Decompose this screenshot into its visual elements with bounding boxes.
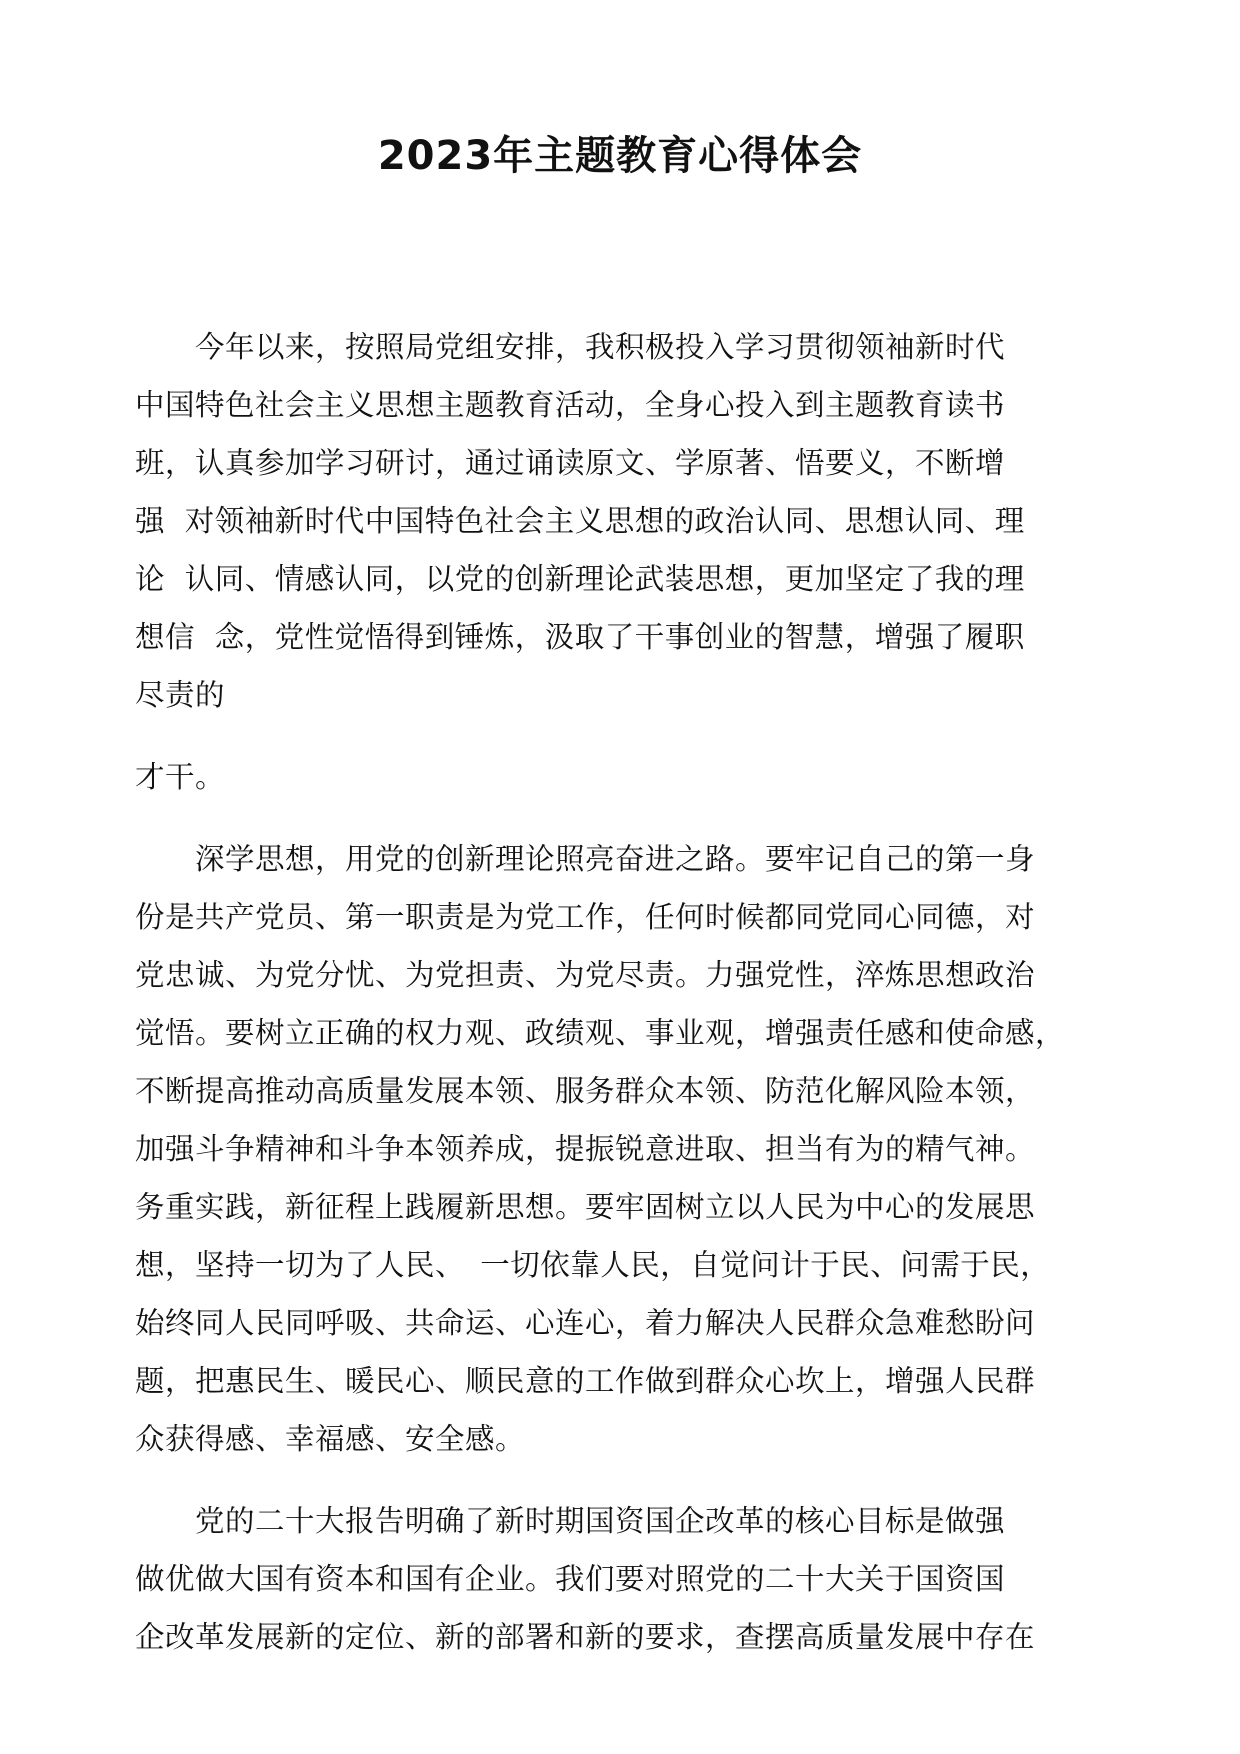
paragraph-1 <box>135 318 1120 724</box>
text-line: 论 认同、情感认同，以党的创新理论武装思想，更加坚定了我的理 <box>135 562 1025 596</box>
text-line: 中国特色社会主义思想主题教育活动，全身心投入到主题教育读书 <box>135 388 1006 422</box>
paragraph-4 <box>135 1492 1120 1666</box>
text-line: 班，认真参加学习研讨，通过诵读原文、学原著、悟要义，不断增 <box>135 446 1006 480</box>
text-line: 党的二十大报告明确了新时期国资国企改革的核心目标是做强 <box>135 1504 1006 1538</box>
text-line: 才干。 <box>135 760 226 794</box>
paragraph-3 <box>135 830 1120 1468</box>
document-body <box>135 318 1120 1666</box>
text-line: 想信 念，党性觉悟得到锤炼，汲取了干事创业的智慧，增强了履职 <box>135 620 1025 654</box>
text-line: 不断提高推动高质量发展本领、服务群众本领、防范化解风险本领， <box>135 1074 1036 1108</box>
text-line: 强 对领袖新时代中国特色社会主义思想的政治认同、思想认同、理 <box>135 504 1025 538</box>
text-line: 今年以来，按照局党组安排，我积极投入学习贯彻领袖新时代 <box>135 330 1006 364</box>
text-line: 始终同人民同呼吸、共命运、心连心，着力解决人民群众急难愁盼问 <box>135 1306 1036 1340</box>
text-line: 份是共产党员、第一职责是为党工作，任何时候都同党同心同德，对 <box>135 900 1036 934</box>
paragraph-gap <box>135 724 1120 748</box>
text-line: 务重实践，新征程上践履新思想。要牢固树立以人民为中心的发展思 <box>135 1190 1036 1224</box>
text-line: 众获得感、幸福感、安全感。 <box>135 1422 526 1456</box>
text-line: 题，把惠民生、暖民心、顺民意的工作做到群众心坎上，增强人民群 <box>135 1364 1036 1398</box>
text-line: 加强斗争精神和斗争本领养成，提振锐意进取、担当有为的精气神。 <box>135 1132 1036 1166</box>
text-line: 尽责的 <box>135 678 226 712</box>
text-line: 觉悟。要树立正确的权力观、政绩观、事业观，增强责任感和使命感， <box>135 1016 1066 1050</box>
text-line: 做优做大国有资本和国有企业。我们要对照党的二十大关于国资国 <box>135 1562 1006 1596</box>
page-title: 2023年主题教育心得体会 <box>377 133 863 179</box>
text-line: 企改革发展新的定位、新的部署和新的要求，查摆高质量发展中存在 <box>135 1620 1036 1654</box>
paragraph-gap <box>135 806 1120 830</box>
text-line: 党忠诚、为党分忧、为党担责、为党尽责。力强党性，淬炼思想政治 <box>135 958 1036 992</box>
text-line: 深学思想，用党的创新理论照亮奋进之路。要牢记自己的第一身 <box>135 842 1036 876</box>
paragraph-2 <box>135 748 1120 806</box>
text-line: 想，坚持一切为了人民、 一切依靠人民，自觉问计于民、问需于民， <box>135 1248 1051 1282</box>
paragraph-gap <box>135 1468 1120 1492</box>
